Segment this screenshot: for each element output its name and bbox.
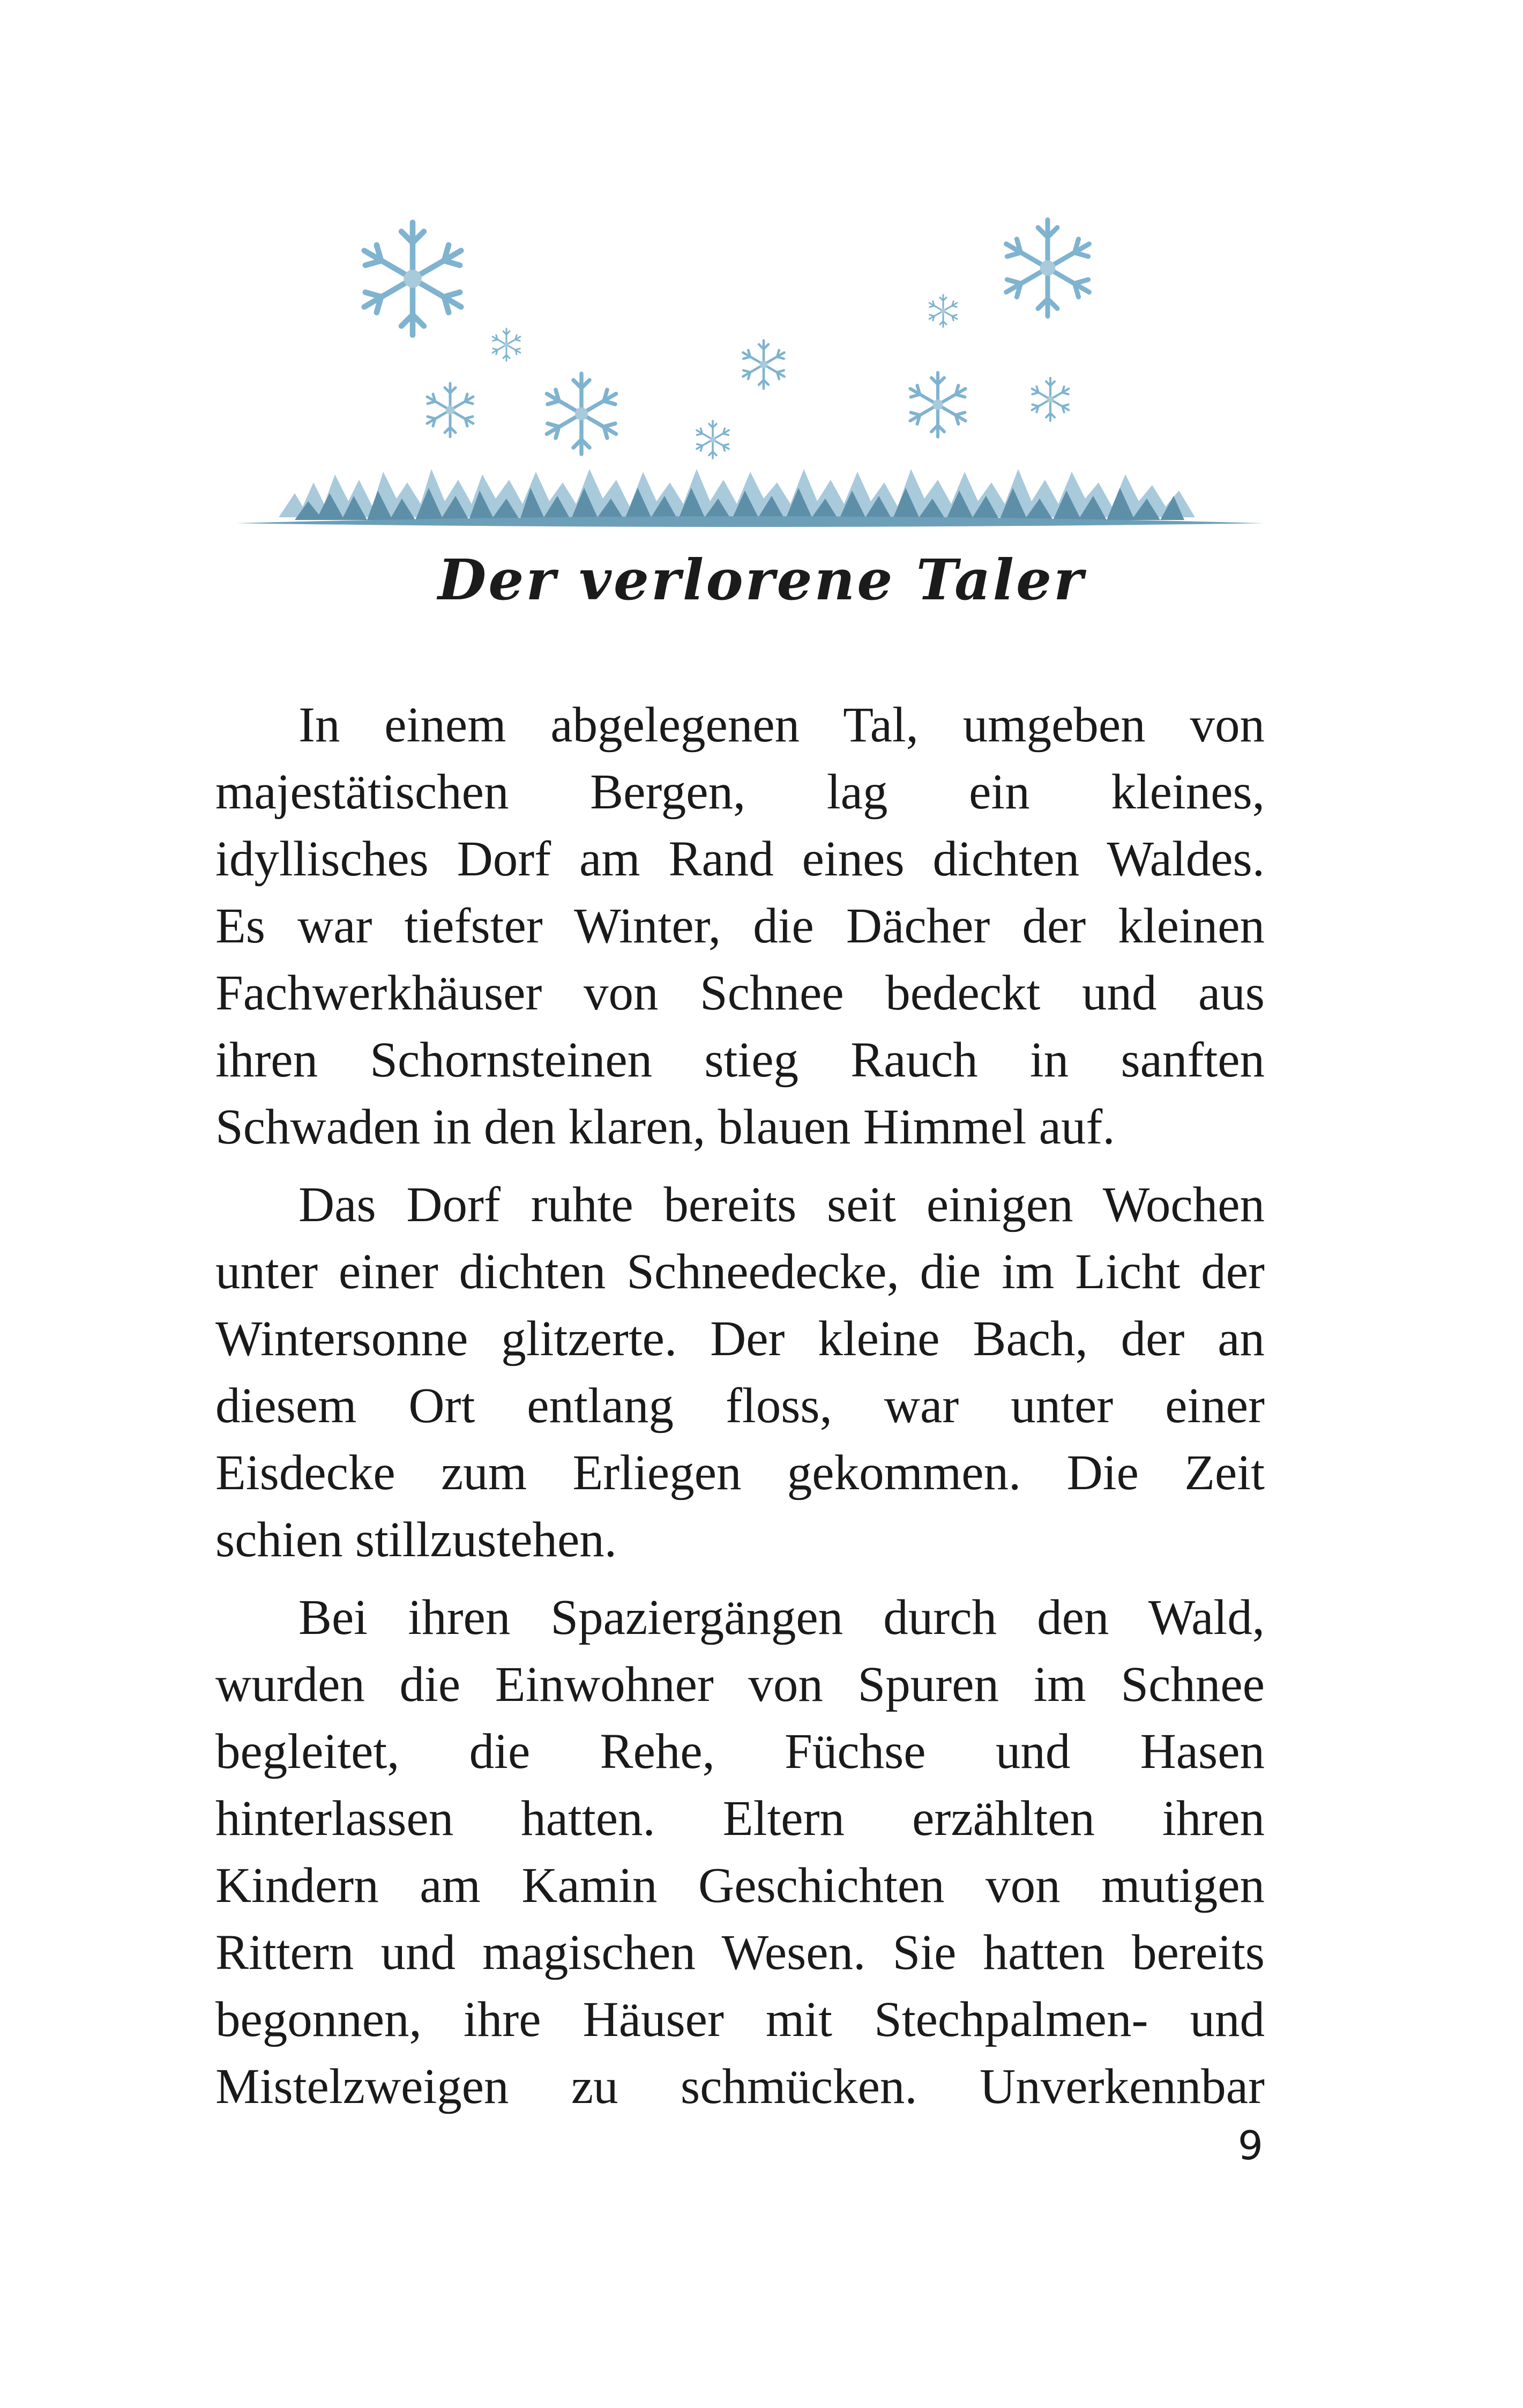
winter-forest-illustration — [214, 204, 1286, 547]
paragraph — [215, 1584, 1265, 2120]
snowflake-icon — [697, 421, 729, 458]
text-line: begleitet, die Rehe, Füchse und Hasen — [215, 1724, 1265, 1779]
text-line: Wintersonne glitzerte. Der kleine Bach, der an — [215, 1311, 1265, 1366]
text-line: unter einer dichten Schneedecke, die im Licht der — [215, 1244, 1265, 1299]
text-line: hinterlassen hatten. Eltern erzählten ihren — [215, 1791, 1265, 1846]
text-line: diesem Ort entlang floss, war unter einer — [215, 1378, 1265, 1433]
snowflake-icon — [492, 329, 520, 361]
chapter-title: Der verlorene Taler — [438, 547, 1085, 613]
snowflake-icon — [547, 374, 616, 454]
text-line: Eisdecke zum Erliegen gekommen. Die Zeit — [215, 1445, 1265, 1500]
snowflake-icon — [910, 373, 965, 437]
text-line: Fachwerkhäuser von Schnee bedeckt und aus — [215, 965, 1265, 1021]
text-line: wurden die Einwohner von Spuren im Schnee — [215, 1657, 1265, 1712]
snowflake-icon — [427, 383, 473, 437]
text-line: begonnen, ihre Häuser mit Stechpalmen- und — [215, 1992, 1265, 2047]
paragraph — [215, 692, 1265, 1161]
text-line: In einem abgelegenen Tal, umgeben von — [298, 697, 1265, 753]
text-line: Das Dorf ruhte bereits seit einigen Wochen — [298, 1177, 1265, 1232]
text-line: Es war tiefster Winter, die Dächer der kleinen — [215, 898, 1265, 954]
text-line: Rittern und magischen Wesen. Sie hatten bereits — [215, 1925, 1265, 1980]
snowflake-icon — [1006, 220, 1089, 316]
snowflake-icon — [743, 340, 784, 389]
snowflake-icon — [1032, 378, 1069, 421]
paragraph — [215, 1171, 1265, 1573]
snowflake-icon — [929, 295, 957, 327]
snowflake-icon — [364, 222, 461, 335]
page-number: 9 — [1237, 2123, 1263, 2169]
text-line: ihren Schornsteinen stieg Rauch in sanften — [215, 1032, 1265, 1088]
forest-silhouette — [236, 469, 1265, 527]
text-line: Schwaden in den klaren, blauen Himmel auf. — [215, 1099, 1115, 1155]
body-text — [215, 692, 1265, 2120]
text-line: majestätischen Bergen, lag ein kleines, — [215, 764, 1265, 820]
text-line: Bei ihren Spaziergängen durch den Wald, — [298, 1590, 1265, 1645]
text-line: Kindern am Kamin Geschichten von mutigen — [215, 1858, 1265, 1913]
text-line: schien stillzustehen. — [215, 1512, 617, 1567]
text-line: Mistelzweigen zu schmücken. Unverkennbar — [215, 2059, 1265, 2114]
text-line: idyllisches Dorf am Rand eines dichten Waldes. — [215, 831, 1265, 887]
